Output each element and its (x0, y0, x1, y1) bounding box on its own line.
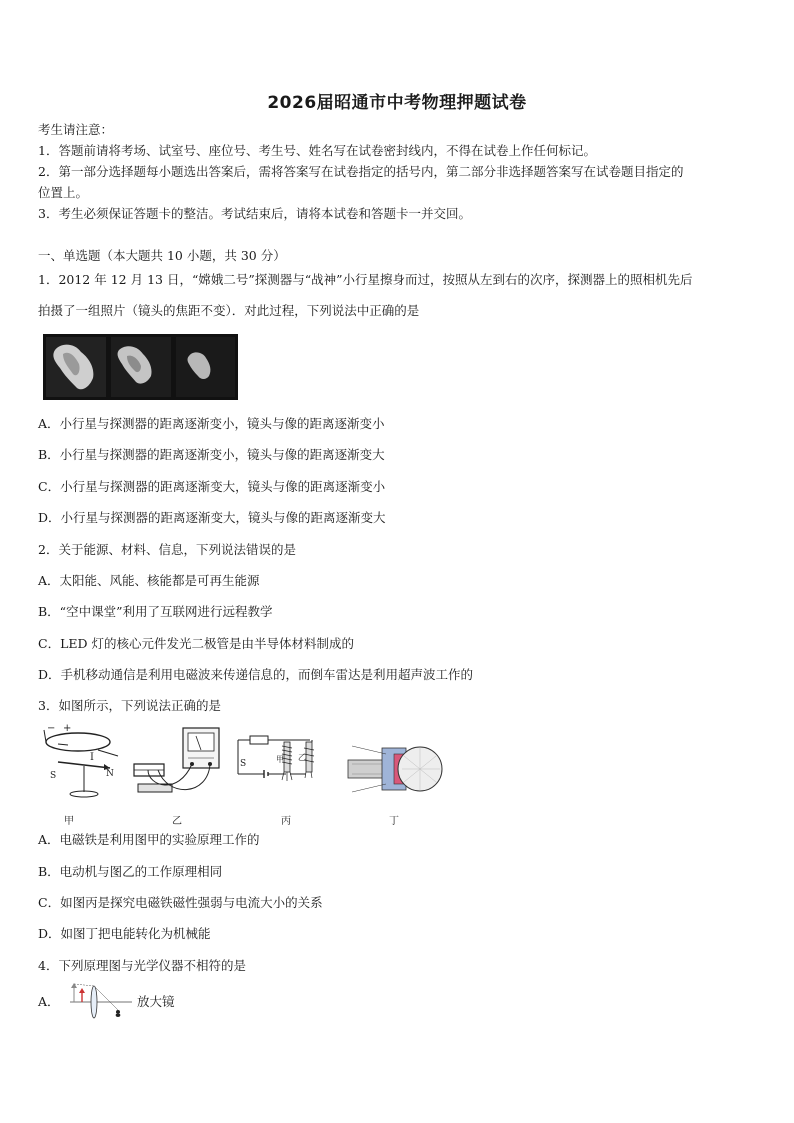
q3-option-d[interactable]: D．如图丁把电能转化为机械能 (38, 926, 211, 941)
figure-jia-oersted (38, 722, 128, 810)
figure-label-yi: 乙 (172, 816, 182, 827)
figure-label-ding: 丁 (389, 816, 399, 827)
jia-current-label: I (90, 752, 94, 763)
notice-item-2: 2．第一部分选择题每小题选出答案后，需将答案写在试卷指定的括号内，第二部分非选择题答案写在试卷题目指定的 (38, 164, 684, 179)
q1-stem-line1: 1．2012 年 12 月 13 日，“嫦娥二号”探测器与“战神”小行星擦身而过，按照从左到右的次序，探测器上的照相机先后 (38, 272, 693, 287)
q1-option-d[interactable]: D．小行星与探测器的距离逐渐变大，镜头与像的距离逐渐变大 (38, 510, 386, 525)
figure-ding-microphone (342, 736, 444, 804)
section-heading: 一、单选题（本大题共 10 小题，共 30 分） (38, 248, 286, 263)
q2-option-c[interactable]: C．LED 灯的核心元件发光二极管是由半导体材料制成的 (38, 636, 354, 651)
jia-minus-label: − (47, 723, 56, 734)
q2-stem: 2．关于能源、材料、信息，下列说法错误的是 (38, 542, 296, 557)
q3-option-a[interactable]: A．电磁铁是利用图甲的实验原理工作的 (38, 832, 260, 847)
q4-stem: 4．下列原理图与光学仪器不相符的是 (38, 958, 246, 973)
notice-item-3: 3．考生必须保证答题卡的整洁。考试结束后，请将本试卷和答题卡一并交回。 (38, 206, 471, 221)
notice-heading: 考生请注意： (38, 122, 114, 137)
q3-option-b[interactable]: B．电动机与图乙的工作原理相同 (38, 864, 223, 879)
q3-option-c[interactable]: C．如图丙是探究电磁铁磁性强弱与电流大小的关系 (38, 895, 323, 910)
asteroid-photos-figure (43, 334, 238, 400)
q3-stem: 3．如图所示，下列说法正确的是 (38, 698, 221, 713)
notice-item-1: 1．答题前请将考场、试室号、座位号、考生号、姓名写在试卷密封线内，不得在试卷上作任何标记。 (38, 143, 596, 158)
q2-option-d[interactable]: D．手机移动通信是利用电磁波来传递信息的，而倒车雷达是利用超声波工作的 (38, 667, 474, 682)
jia-south-label: S (50, 771, 57, 781)
q2-option-a[interactable]: A．太阳能、风能、核能都是可再生能源 (38, 573, 260, 588)
bing-jia-label: 甲 (276, 755, 284, 764)
q1-option-a[interactable]: A．小行星与探测器的距离逐渐变小，镜头与像的距离逐渐变小 (38, 416, 385, 431)
figure-yi-induction (128, 726, 223, 808)
q4-option-a-text: 放大镜 (137, 994, 175, 1009)
q1-option-c[interactable]: C．小行星与探测器的距离逐渐变大，镜头与像的距离逐渐变小 (38, 479, 386, 494)
q4-option-a-magnifier-diagram (68, 982, 134, 1022)
bing-switch-label: S (240, 759, 247, 769)
notice-item-2-cont: 位置上。 (38, 185, 89, 200)
bing-yi-label: 乙 (298, 753, 306, 762)
q1-option-b[interactable]: B．小行星与探测器的距离逐渐变小，镜头与像的距离逐渐变大 (38, 447, 385, 462)
q2-option-b[interactable]: B．“空中课堂”利用了互联网进行远程教学 (38, 604, 273, 619)
jia-plus-label: + (63, 723, 72, 734)
jia-north-label: N (106, 769, 114, 779)
figure-label-bing: 丙 (281, 816, 291, 827)
q1-stem-line2: 拍摄了一组照片（镜头的焦距不变）．对此过程，下列说法中正确的是 (38, 303, 420, 318)
figure-bing-electromagnet (234, 730, 329, 810)
figure-label-jia: 甲 (64, 816, 74, 827)
q4-option-a-letter[interactable]: A． (38, 994, 60, 1009)
page-title: 2026届昭通市中考物理押题试卷 (267, 93, 527, 113)
